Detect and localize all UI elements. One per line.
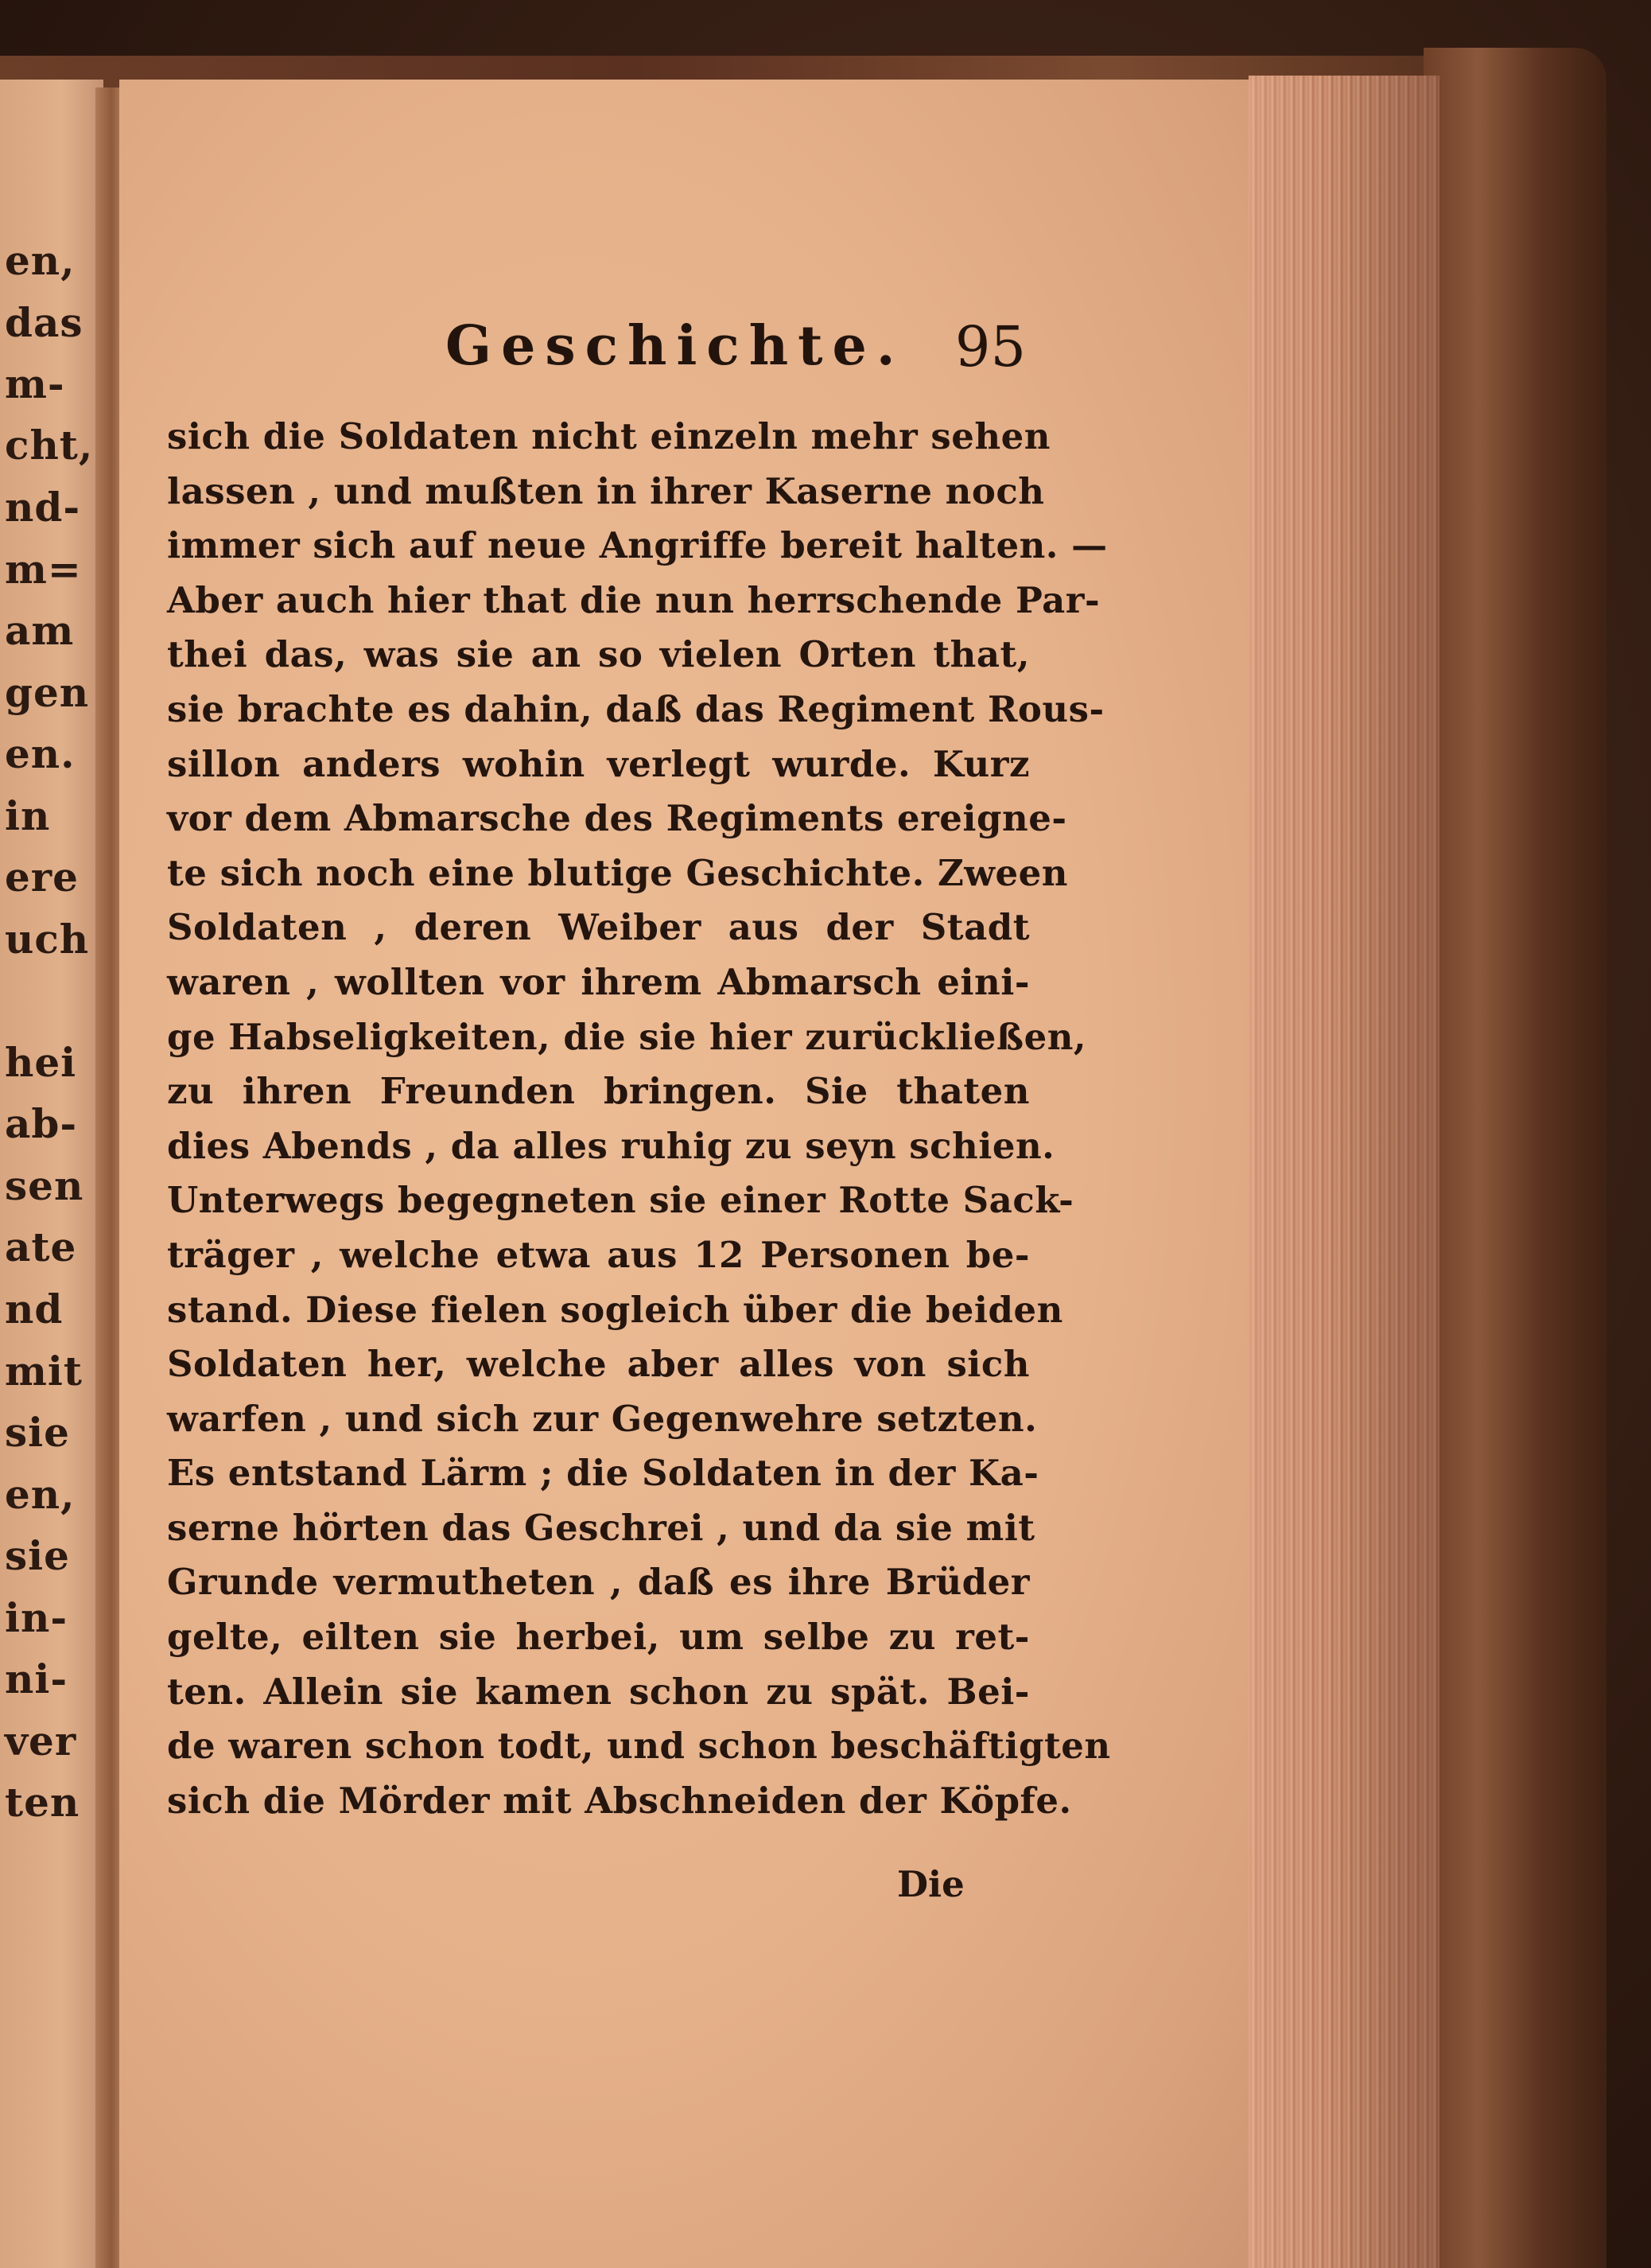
text-line: ge Habseligkeiten, die sie hier zurückließen, [167, 1015, 1087, 1058]
left-page-fragment: ni- [5, 1655, 68, 1702]
text-line: Grunde vermutheten , daß es ihre Brüder [167, 1561, 1030, 1604]
text-line: ten. Allein sie kamen schon zu spät. Bei- [167, 1670, 1030, 1713]
text-line: gelte, eilten sie herbei, um selbe zu ret- [167, 1616, 1030, 1659]
left-page-fragment: hei [5, 1039, 77, 1086]
text-line: te sich noch eine blutige Geschichte. Zween [167, 851, 1069, 894]
text-line: dies Abends , da alles ruhig zu seyn schien. [167, 1124, 1055, 1167]
left-page-fragment: en, [5, 237, 76, 284]
page-header [445, 314, 1026, 386]
catchword: Die [897, 1863, 965, 1905]
text-line: zu ihren Freunden bringen. Sie thaten [167, 1070, 1030, 1113]
left-page-fragment: das [5, 299, 84, 346]
text-line: vor dem Abmarsche des Regiments ereigne- [167, 797, 1067, 840]
left-page-fragment: mit [5, 1348, 83, 1395]
text-line: Aber auch hier that die nun herrschende Par- [167, 578, 1101, 621]
left-page-fragment: ver [5, 1718, 77, 1764]
text-line: de waren schon todt, und schon beschäftigten [167, 1725, 1111, 1768]
left-page-fragment: sen [5, 1162, 84, 1209]
body-text [167, 410, 1111, 1828]
left-page-fragment: nd [5, 1286, 64, 1332]
left-page-fragment: ere [5, 854, 79, 901]
running-head: Geschichte. [445, 314, 905, 378]
text-line: stand. Diese fielen sogleich über die beiden [167, 1288, 1063, 1331]
left-page-fragment: gen [5, 669, 90, 716]
page-block-shadow [1249, 76, 1439, 2268]
page-number: 95 [954, 314, 1026, 379]
left-page-fragment: sie [5, 1409, 70, 1456]
left-page-fragment: in [5, 792, 51, 839]
text-line: Soldaten her, welche aber alles von sich [167, 1343, 1030, 1386]
text-line: Es entstand Lärm ; die Soldaten in der Ka- [167, 1452, 1039, 1495]
text-line: Unterwegs begegneten sie einer Rotte Sack- [167, 1179, 1074, 1222]
text-line: warfen , und sich zur Gegenwehre setzten. [167, 1397, 1038, 1440]
left-page-fragment: in- [5, 1594, 68, 1641]
text-line: lassen , und mußten in ihrer Kaserne noch [167, 469, 1045, 512]
left-page-fragment: m- [5, 360, 65, 407]
left-page-fragment: cht, [5, 422, 94, 469]
left-page-fragment: m= [5, 546, 82, 593]
text-line: thei das, was sie an so vielen Orten that, [167, 633, 1030, 676]
text-line: Soldaten , deren Weiber aus der Stadt [167, 906, 1030, 949]
text-line: sie brachte es dahin, daß das Regiment Rous- [167, 687, 1105, 730]
left-page-fragment: ten [5, 1779, 80, 1826]
text-line: immer sich auf neue Angriffe bereit halten. — [167, 524, 1108, 567]
text-line: sich die Mörder mit Abschneiden der Köpfe. [167, 1779, 1072, 1822]
left-page-fragment: en. [5, 730, 76, 777]
left-page-fragment: uch [5, 916, 90, 963]
left-page-fragment: sie [5, 1532, 70, 1579]
left-page-fragment: am [5, 607, 75, 654]
book-cover-edge [1424, 48, 1606, 2268]
left-page-fragment: ate [5, 1223, 77, 1270]
text-line: träger , welche etwa aus 12 Personen be- [167, 1233, 1030, 1276]
left-page-fragment: ab- [5, 1100, 78, 1147]
left-page-fragment: nd- [5, 484, 81, 531]
text-line: sillon anders wohin verlegt wurde. Kurz [167, 742, 1030, 785]
text-line: sich die Soldaten nicht einzeln mehr sehen [167, 415, 1051, 457]
text-line: serne hörten das Geschrei , und da sie mit [167, 1506, 1035, 1549]
text-line: waren , wollten vor ihrem Abmarsch eini- [167, 960, 1030, 1003]
left-page-fragment: en, [5, 1471, 76, 1518]
